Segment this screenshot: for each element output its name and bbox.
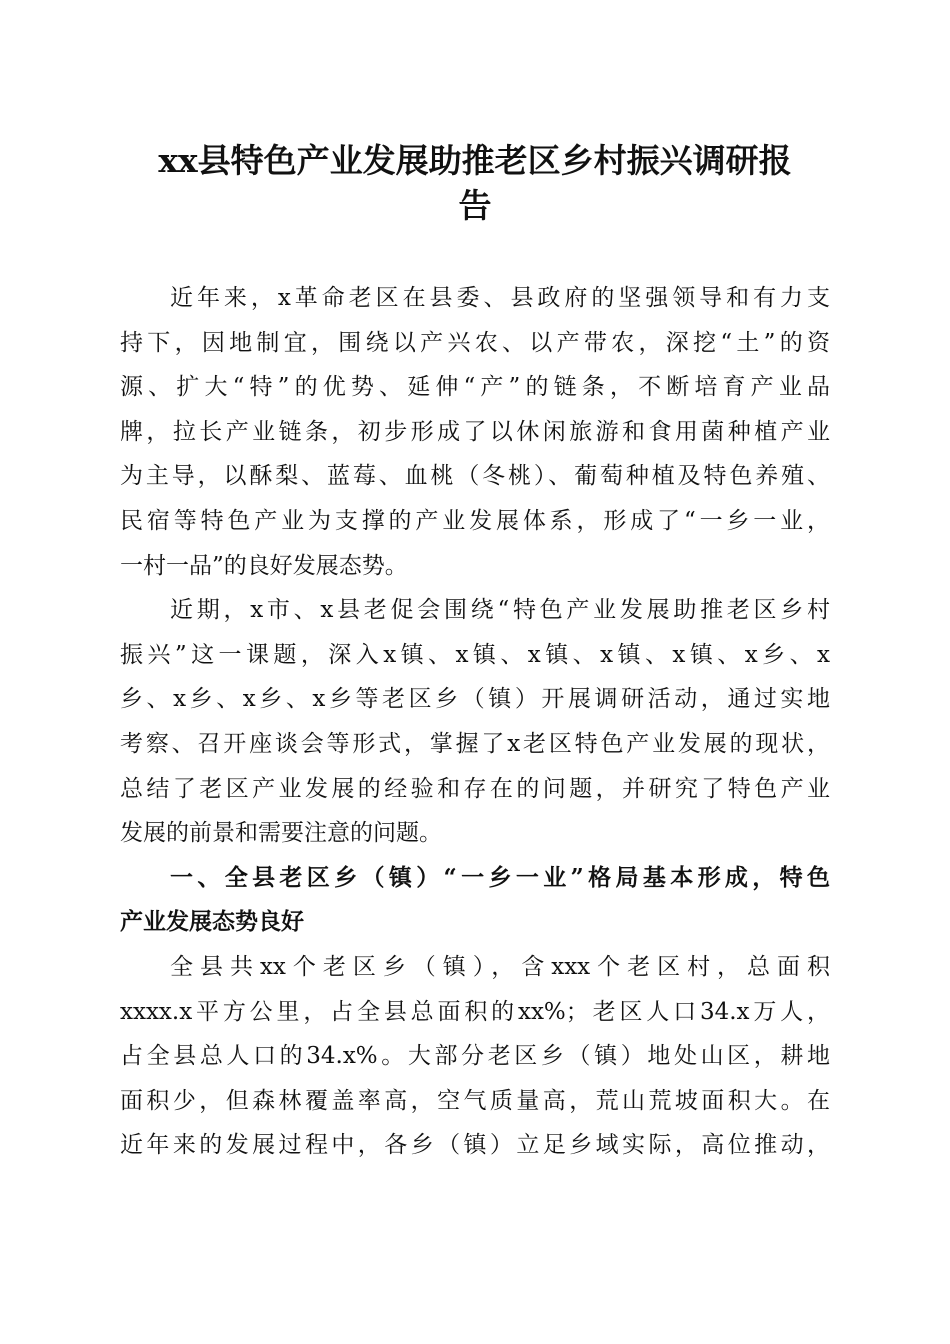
text-line: 牌，拉长产业链条，初步形成了以休闲旅游和食用菌种植产业 [120, 418, 830, 445]
text-line: 产业发展态势良好 [120, 908, 304, 936]
text-line: 一、全县老区乡（镇）“一乡一业”格局基本形成，特色 [170, 863, 830, 891]
document-body [120, 276, 830, 1168]
text-line: 考察、召开座谈会等形式，掌握了x老区特色产业发展的现状， [120, 730, 830, 757]
text-line: 一村一品”的良好发展态势。 [120, 552, 408, 579]
text-line: xxxx.x平方公里，占全县总面积的xx%；老区人口34.x万人， [120, 998, 830, 1025]
text-line: 源、扩大“特”的优势、延伸“产”的链条，不断培育产业品 [120, 374, 830, 401]
text-line: 振兴”这一课题，深入x镇、x镇、x镇、x镇、x镇、x乡、x [120, 641, 830, 668]
document-title [0, 138, 950, 228]
text-line: 乡、x乡、x乡、x乡等老区乡（镇）开展调研活动，通过实地 [120, 686, 830, 713]
text-line: 发展的前景和需要注意的问题。 [120, 820, 442, 847]
text-line: 总结了老区产业发展的经验和存在的问题，并研究了特色产业 [120, 775, 830, 802]
text-line: 面积少，但森林覆盖率高，空气质量高，荒山荒坡面积大。在 [120, 1087, 830, 1114]
section-heading [120, 856, 830, 945]
text-line: 为主导，以酥梨、蓝莓、血桃（冬桃）、葡萄种植及特色养殖、 [120, 463, 830, 490]
title-line: 告 [458, 186, 492, 225]
paragraph [120, 945, 830, 1168]
text-line: 全县共xx个老区乡（镇），含xxx个老区村，总面积 [170, 953, 830, 980]
text-line: 近年来的发展过程中，各乡（镇）立足乡域实际，高位推动， [120, 1132, 830, 1159]
text-line: 民宿等特色产业为支撑的产业发展体系，形成了“一乡一业， [120, 507, 830, 534]
text-line: 占全县总人口的34.x%。大部分老区乡（镇）地处山区，耕地 [120, 1043, 830, 1070]
text-line: 近年来，x革命老区在县委、县政府的坚强领导和有力支 [170, 285, 830, 311]
paragraph [120, 276, 830, 588]
paragraph [120, 588, 830, 856]
title-line: xx县特色产业发展助推老区乡村振兴调研报 [158, 141, 792, 180]
text-line: 持下，因地制宜，围绕以产兴农、以产带农，深挖“土”的资 [120, 329, 830, 356]
text-line: 近期，x市、x县老促会围绕“特色产业发展助推老区乡村 [170, 597, 830, 624]
